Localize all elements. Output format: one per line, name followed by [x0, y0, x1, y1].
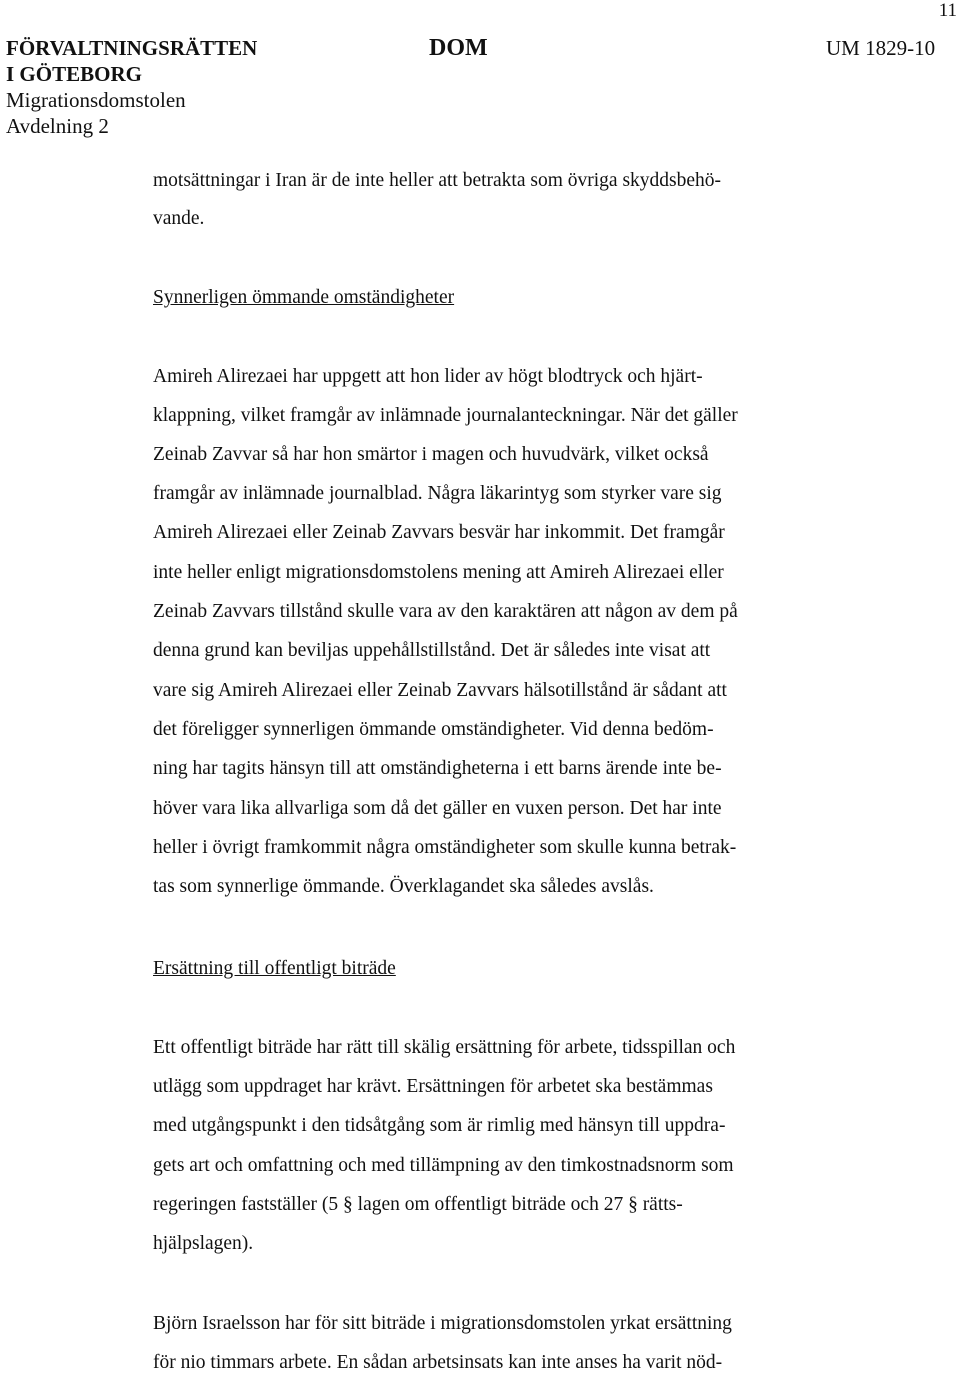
text-line: hjälpslagen).: [153, 1233, 254, 1254]
text-line: gets art och omfattning och med tillämpning av den timkostnadsnorm som: [153, 1155, 734, 1176]
section-heading-counsel-fee: Ersättning till offentligt biträde: [153, 958, 396, 979]
page-number: 11: [938, 0, 957, 21]
text-line: vande.: [153, 208, 205, 229]
text-line: det föreligger synnerligen ömmande omständigheter. Vid denna bedöm-: [153, 719, 714, 740]
court-city: I GÖTEBORG: [6, 62, 142, 86]
text-line: Amireh Alirezaei eller Zeinab Zavvars besvär har inkommit. Det framgår: [153, 522, 725, 543]
text-line: Zeinab Zavvars tillstånd skulle vara av den karaktären att någon av dem på: [153, 601, 738, 622]
text-line: denna grund kan beviljas uppehållstillstånd. Det är således inte visat att: [153, 640, 711, 661]
text-line: regeringen fastställer (5 § lagen om offentligt biträde och 27 § rätts-: [153, 1194, 683, 1215]
text-line: framgår av inlämnade journalblad. Några läkarintyg som styrker vare sig: [153, 483, 722, 504]
text-line: för nio timmars arbete. En sådan arbetsinsats kan inte anses ha varit nöd-: [153, 1352, 723, 1373]
section-heading-hardship: Synnerligen ömmande omständigheter: [153, 287, 455, 308]
case-number: UM 1829-10: [826, 36, 936, 60]
text-line: Ett offentligt biträde har rätt till skälig ersättning för arbete, tidsspillan och: [153, 1037, 736, 1058]
text-line: utlägg som uppdraget har krävt. Ersättningen för arbetet ska bestämmas: [153, 1076, 713, 1097]
court-name: FÖRVALTNINGSRÄTTEN: [6, 36, 258, 60]
text-line: vare sig Amireh Alirezaei eller Zeinab Zavvars hälsotillstånd är sådant att: [153, 680, 727, 701]
text-line: höver vara lika allvarliga som då det gäller en vuxen person. Det har inte: [153, 798, 722, 819]
text-line: motsättningar i Iran är de inte heller att betrakta som övriga skyddsbehö-: [153, 170, 722, 191]
text-line: heller i övrigt framkommit några omständigheter som skulle kunna betrak-: [153, 837, 737, 858]
court-division: Migrationsdomstolen: [6, 88, 186, 112]
text-line: tas som synnerlige ömmande. Överklagandet ska således avslås.: [153, 876, 654, 897]
document-type: DOM: [429, 35, 488, 61]
text-line: med utgångspunkt i den tidsåtgång som är rimlig med hänsyn till uppdra-: [153, 1115, 726, 1136]
court-department: Avdelning 2: [6, 114, 109, 138]
text-line: ning har tagits hänsyn till att omständigheterna i ett barns ärende inte be-: [153, 758, 722, 779]
text-line: klappning, vilket framgår av inlämnade journalanteckningar. När det gäller: [153, 405, 738, 426]
text-line: Amireh Alirezaei har uppgett att hon lider av högt blodtryck och hjärt-: [153, 366, 703, 387]
text-line: Björn Israelsson har för sitt biträde i migrationsdomstolen yrkat ersättning: [153, 1313, 732, 1334]
text-line: inte heller enligt migrationsdomstolens mening att Amireh Alirezaei eller: [153, 562, 724, 583]
text-line: Zeinab Zavvar så har hon smärtor i magen och huvudvärk, vilket också: [153, 444, 709, 465]
